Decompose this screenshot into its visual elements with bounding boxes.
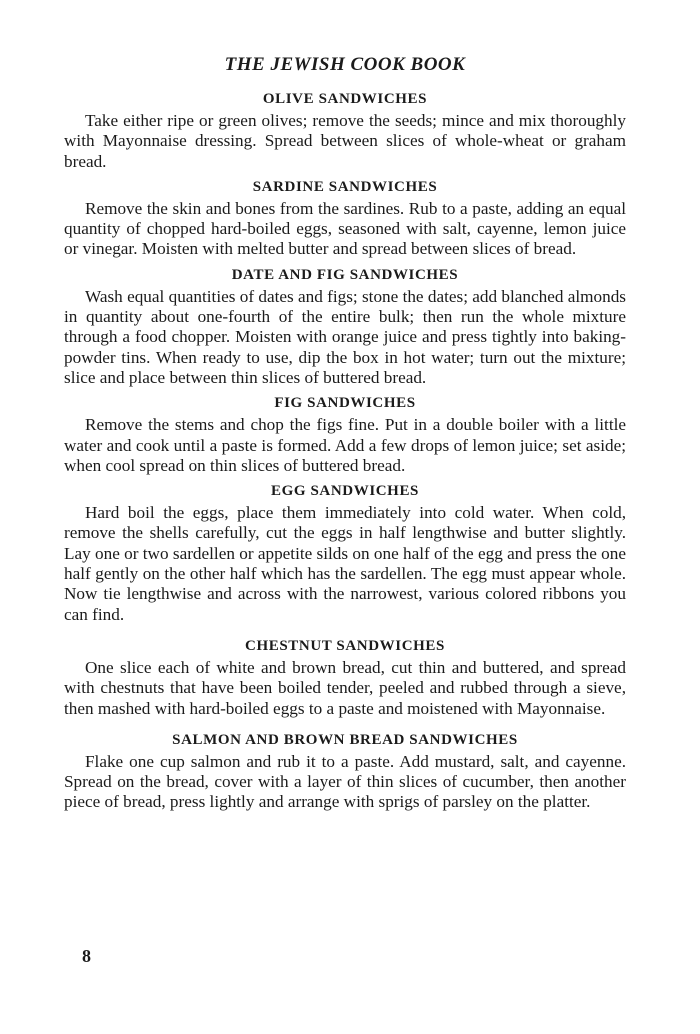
recipe-heading: SALMON AND BROWN BREAD SANDWICHES: [172, 731, 518, 748]
recipe-fig-sandwiches: [64, 394, 626, 476]
recipe-body: Remove the skin and bones from the sardines. Rub to a paste, adding an equal quantity of chopped hard-boiled eggs, seasoned with salt, cayenne, lemon juice or vinegar. Moisten with melted butter and spread between slices of bread.: [64, 198, 626, 259]
recipe-sardine-sandwiches: [64, 178, 626, 260]
recipe-body: Flake one cup salmon and rub it to a paste. Add mustard, salt, and cayenne. Spread on the bread, cover with a layer of thin slices of cucumber, then another piece of bread, press lightly and arrange with sprigs of parsley on the platter.: [64, 751, 626, 812]
running-head: THE JEWISH COOK BOOK: [224, 54, 466, 75]
recipe-body: Take either ripe or green olives; remove the seeds; mince and mix thoroughly with Mayonnaise dressing. Spread between slices of whole-wheat or graham bread.: [64, 111, 626, 171]
recipe-heading: OLIVE SANDWICHES: [262, 91, 428, 107]
recipe-body: Wash equal quantities of dates and figs; stone the dates; add blanched almonds in quantity about one-fourth of the entire bulk; then run the whole mixture through a food chopper. Moisten with orange juice and press tightly into baking-powder tins. When ready to use, dip the box in hot water; turn out the mixture; slice and place between thin slices of buttered bread.: [64, 286, 626, 387]
recipe-heading: SARDINE SANDWICHES: [252, 178, 438, 195]
recipe-heading: CHESTNUT SANDWICHES: [245, 637, 445, 654]
recipe-chestnut-sandwiches: [64, 637, 626, 719]
page-number: 8: [82, 946, 91, 966]
recipe-salmon-and-brown-bread-sandwiches: [64, 731, 626, 813]
recipe-body: Hard boil the eggs, place them immediately into cold water. When cold, remove the shells carefully, cut the eggs in half lengthwise and butter slightly. Lay one or two sardellen or appetite silds on one half of the egg and press the one half gently on the other half which has the sardellen. The egg must appear whole. Now tie lengthwise and across with the narrowest, various colored ribbons you can find.: [64, 503, 626, 624]
recipe-heading: DATE AND FIG SANDWICHES: [231, 266, 459, 283]
recipe-body: Remove the stems and chop the figs fine. Put in a double boiler with a little water and cook until a paste is formed. Add a few drops of lemon juice; set aside; when cool spread on thin slices of buttered bread.: [64, 415, 626, 475]
recipe-egg-sandwiches: [64, 482, 626, 625]
recipe-heading: EGG SANDWICHES: [270, 483, 419, 500]
recipe-body: One slice each of white and brown bread, cut thin and buttered, and spread with chestnuts that have been boiled tender, peeled and rubbed through a sieve, then mashed with hard-boiled eggs to a paste and moistened with Mayonnaise.: [64, 657, 626, 718]
book-page: [64, 54, 626, 813]
recipe-date-and-fig-sandwiches: [64, 266, 626, 388]
recipe-olive-sandwiches: [64, 90, 626, 172]
recipe-heading: FIG SANDWICHES: [274, 395, 416, 412]
